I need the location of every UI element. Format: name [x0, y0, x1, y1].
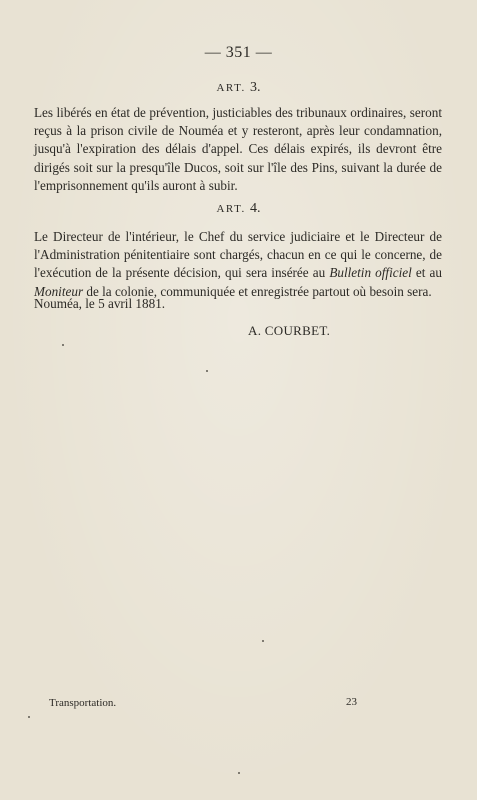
- article-4-paragraph: [34, 228, 442, 301]
- article-3-heading: [0, 80, 477, 96]
- footer-signature-mark: 23: [346, 696, 357, 708]
- article-4-prefix: ART.: [216, 203, 246, 215]
- moniteur-title: Moniteur: [34, 283, 84, 299]
- paper-speck: [28, 716, 30, 718]
- article-4-text-part-3: de la colonie, communiquée et enregistrée partout où besoin sera.: [83, 283, 432, 299]
- bulletin-officiel-title: Bulletin officiel: [329, 265, 412, 281]
- article-3-number: 3.: [250, 80, 261, 95]
- paper-speck: [206, 370, 208, 372]
- article-4-heading: [0, 201, 477, 217]
- article-4-number: 4.: [250, 201, 261, 216]
- footer-section-title: Transportation.: [49, 697, 117, 709]
- article-3-paragraph: [34, 104, 442, 195]
- article-4-text: [34, 228, 442, 301]
- paper-speck: [262, 640, 264, 642]
- paper-speck: [62, 344, 64, 346]
- article-3-prefix: ART.: [216, 82, 246, 94]
- page-number: — 351 —: [204, 44, 273, 61]
- article-4-text-part-1: Le Directeur de l'intérieur, le Chef du service judiciaire et le Directeur de l'Administration pénitentiaire sont chargés, chacun en ce qui le concerne, de l'exécution de la présente décision, qui sera insérée au: [34, 229, 442, 281]
- article-4-text-part-2: et au: [411, 265, 442, 281]
- date-line: Nouméa, le 5 avril 1881.: [34, 296, 166, 311]
- paper-speck: [238, 772, 240, 774]
- article-3-text: Les libérés en état de prévention, justiciables des tribunaux ordinaires, seront reçus à la prison civile de Nouméa et y resteront, après leur condamnation, jusqu'à l'expiration des délais d'appel. Ces délais expirés, ils devront être dirigés soit sur la presqu'île Ducos, soit sur l'île des Pins, suivant la durée de l'emprisonnement qu'ils auront à subir.: [34, 105, 442, 193]
- signature: A. COURBET.: [248, 323, 331, 338]
